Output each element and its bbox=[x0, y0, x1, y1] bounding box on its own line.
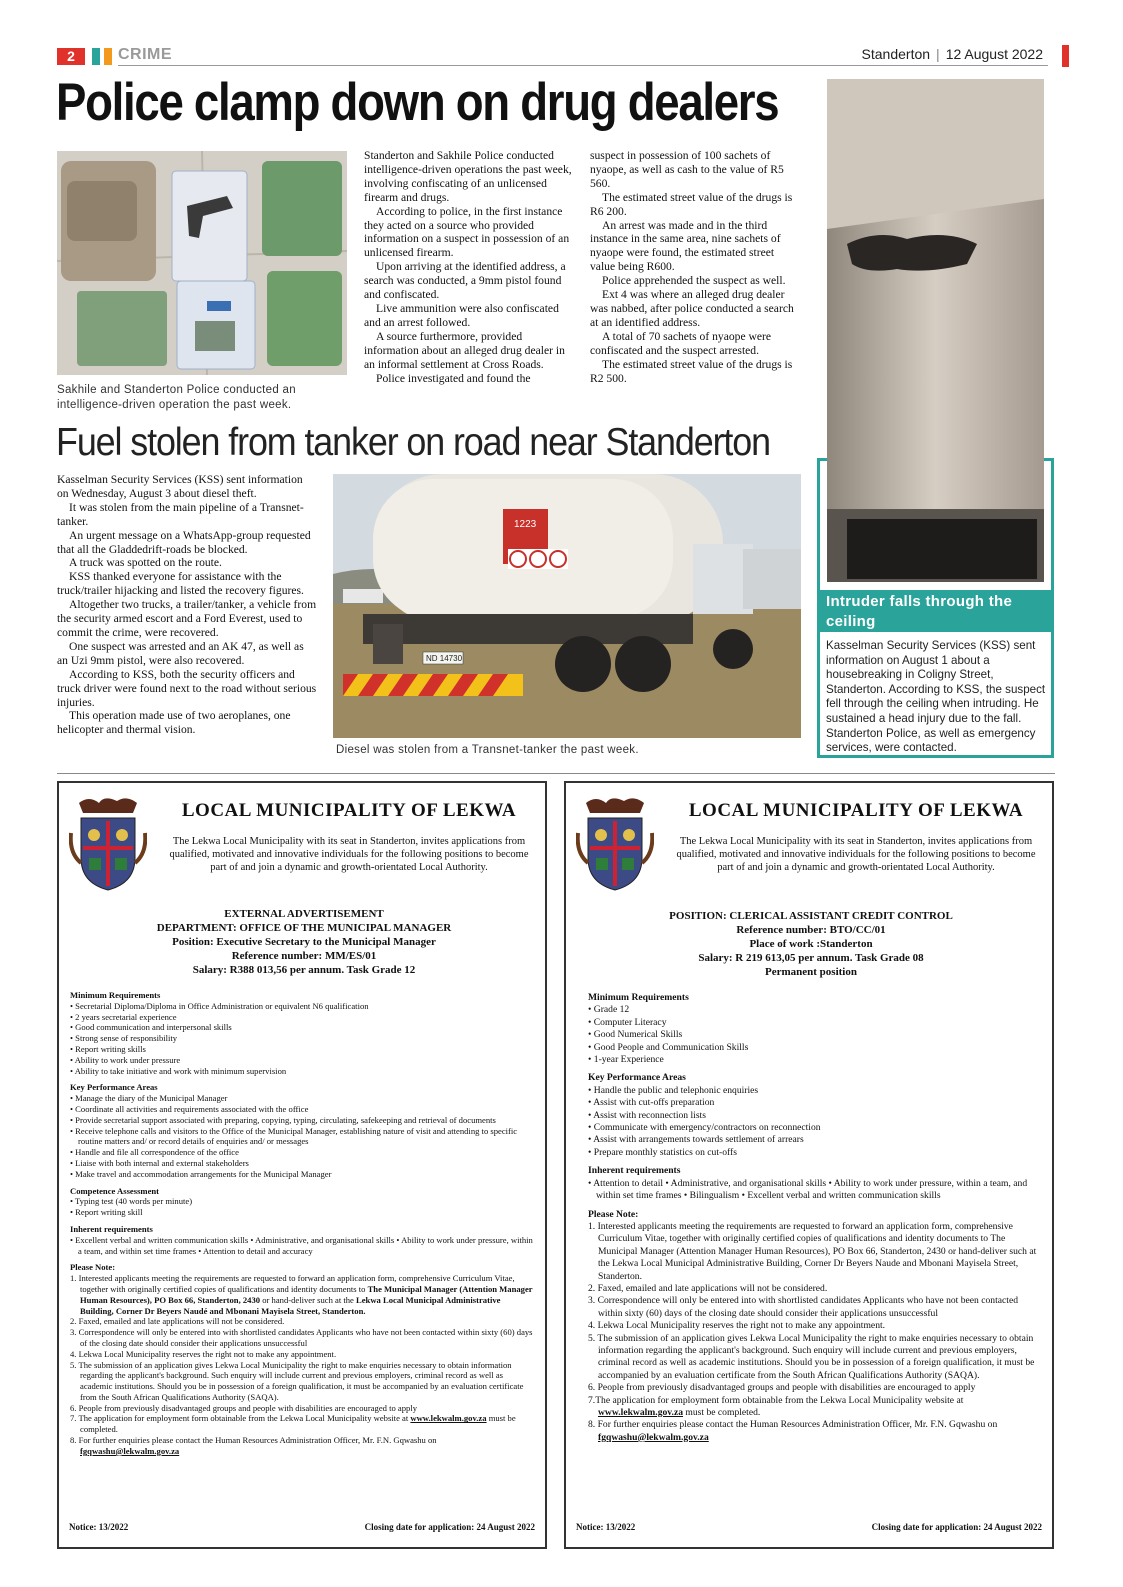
advert-position-block bbox=[576, 909, 1046, 979]
note-item: 3. Correspondence will only be entered into with shortlisted candidates Applicants who have not been contacted within sixty (60) days of the closing date should consider their applications unsuccessful bbox=[588, 1295, 1019, 1319]
closing-date: Closing date for application: 24 August 2022 bbox=[364, 1522, 535, 1532]
note-item: 1. Interested applicants meeting the requirements are requested to forward an application form, comprehensive Curriculum Vitae, together with originally certified copies of qualifications and identity documents to The Municipal Manager (Attention Manager Human Resources), PO Box 66, Standerton, 2430 or hand-deliver such at the Lekwa Local Municipal Administrative Building, Corner Dr Beyers Naude and Mbonani Mayisela Street, Standerton. bbox=[588, 1220, 1037, 1282]
story-paragraph: An arrest was made and in the third instance in the same area, nine sachets of nyaope were found, the estimated street value being R600. bbox=[590, 218, 781, 274]
requirement-item: • Ability to work under pressure bbox=[70, 1054, 181, 1065]
story-paragraph: One suspect was arrested and an AK 47, as well as an Uzi 9mm pistol, were also recovered. bbox=[57, 639, 304, 667]
requirement-item: • Computer Literacy bbox=[588, 1016, 667, 1028]
story-paragraph: Upon arriving at the identified address, a search was conducted, a 9mm pistol found and confiscated. bbox=[364, 260, 566, 302]
requirement-item: • Good Numerical Skills bbox=[588, 1029, 683, 1041]
notice-number: Notice: 13/2022 bbox=[69, 1522, 129, 1532]
header-accent-bar bbox=[104, 48, 112, 65]
story-paragraph: Ext 4 was where an alleged drug dealer was nabbed, after police conducted a search at an identified address. bbox=[590, 288, 794, 329]
page-number: 2 bbox=[57, 48, 85, 65]
note-item: 2. Faxed, emailed and late applications will not be considered. bbox=[588, 1282, 828, 1294]
kpa-item: • Handle and file all correspondence of the office bbox=[70, 1147, 239, 1158]
advert-heading-line: Salary: R388 013,56 per annum. Task Grade 12 bbox=[192, 964, 416, 976]
note-item: 6. People from previously disadvantaged groups and people with disabilities are encouraged to apply bbox=[588, 1382, 976, 1394]
kpa-item: • Liaise with both internal and external stakeholders bbox=[70, 1157, 249, 1168]
hazard-un-number: 1223 bbox=[514, 519, 537, 530]
advert-heading-line: DEPARTMENT: OFFICE OF THE MUNICIPAL MANAGER bbox=[156, 922, 452, 934]
advert-heading-line: Reference number: MM/ES/01 bbox=[231, 950, 377, 962]
drugs-photo bbox=[57, 151, 347, 375]
sidebar-title: Intruder falls through the ceiling bbox=[820, 590, 1051, 632]
story-paragraph: An urgent message on a WhatsApp-group requested that all the Gladdedrift-roads be blocked. bbox=[57, 528, 311, 556]
advert-body bbox=[588, 992, 1038, 1444]
story-paragraph: Kasselman Security Services (KSS) sent information on Wednesday, August 3 about diesel theft. bbox=[57, 473, 303, 500]
kpa-item: • Receive telephone calls and visitors to the Office of the Municipal Manager, establishing nature of visit and attending to specific routine matters and/ or record details of enquiries and/ or messages bbox=[70, 1125, 518, 1147]
email-link[interactable]: fgqwashu@lekwalm.gov.za bbox=[598, 1431, 709, 1443]
story-paragraph: Standerton and Sakhile Police conducted intelligence-driven operations the past week, involving confiscating of an unlicensed firearm and drugs. bbox=[364, 149, 572, 204]
story-paragraph: A total of 70 sachets of nyaope were confiscated and the suspect arrested. bbox=[590, 329, 772, 357]
advert-section-title: Please Note: bbox=[70, 1262, 116, 1273]
story-paragraph: Police apprehended the suspect as well. bbox=[602, 274, 786, 288]
note-item: 5. The submission of an application gives Lekwa Local Municipality the right to make enquiries necessary to obtain information regarding the applicant's background. Such enquiry will include current and previous employers, criminal record as well as academic institutions. Should you be in possession of a foreign qualification, it must be accompanied by an evaluation certificate from the South African Qualifications Authority (SAQA). bbox=[70, 1359, 524, 1402]
note-item: 6. People from previously disadvantaged groups and people with disabilities are encouraged to apply bbox=[70, 1402, 418, 1413]
advert-heading-line: Place of work :Standerton bbox=[749, 938, 873, 950]
advert-footer bbox=[69, 1522, 535, 1532]
crest-icon bbox=[576, 793, 654, 893]
drugs-photo-art bbox=[57, 151, 347, 375]
kpa-item: • Manage the diary of the Municipal Manager bbox=[70, 1093, 228, 1104]
inherent-item: • Excellent verbal and written communication skills • Administrative, and organisational skills • Ability to work under pressure, within a team, and within set time frames • Attention to detail and accuracy bbox=[70, 1234, 533, 1256]
story-paragraph: According to KSS, both the security officers and truck driver were found next to the road without serious injuries. bbox=[57, 667, 317, 709]
note-item: 7. The application for employment form obtainable from the Lekwa Local Municipality website at www.lekwalm.gov.za must be completed. bbox=[70, 1413, 516, 1435]
kpa-item: • Provide secretarial support associated with preparing, copying, typing, circulating, safekeeping and retrieval of documents bbox=[70, 1114, 496, 1125]
advert-title: LOCAL MUNICIPALITY OF LEKWA bbox=[181, 800, 517, 821]
crest-icon bbox=[69, 793, 147, 893]
requirement-item: • Good communication and interpersonal skills bbox=[70, 1022, 232, 1033]
requirement-item: • 2 years secretarial experience bbox=[70, 1011, 177, 1022]
note-item: 8. For further enquiries please contact the Human Resources Administration Officer, Mr. F.N. Gqwashu on fgqwashu@lekwalm.gov.za bbox=[588, 1419, 998, 1443]
kpa-item: • Assist with reconnection lists bbox=[588, 1109, 706, 1121]
advert-heading-line: Permanent position bbox=[765, 966, 857, 978]
advert-heading-line: EXTERNAL ADVERTISEMENT bbox=[224, 908, 384, 920]
advert-section-title: Key Performance Areas bbox=[588, 1072, 686, 1084]
advert-intro: The Lekwa Local Municipality with its seat in Standerton, invites applications from qualified, motivated and innovative individuals for the following positions to become part of and join a dynamic and growth-orientated Local Authority. bbox=[169, 836, 529, 873]
website-link[interactable]: www.lekwalm.gov.za bbox=[598, 1407, 684, 1418]
story-paragraph: Police investigated and found the bbox=[376, 371, 531, 385]
closing-date: Closing date for application: 24 August 2022 bbox=[871, 1522, 1042, 1532]
kpa-item: • Prepare monthly statistics on cut-offs bbox=[588, 1146, 737, 1158]
header-dateline bbox=[862, 46, 1043, 62]
ceiling-photo-art bbox=[827, 79, 1044, 582]
requirement-item: • Ability to take initiative and work with minimum supervision bbox=[70, 1065, 287, 1076]
kpa-item: • Assist with cut-offs preparation bbox=[588, 1097, 715, 1109]
requirement-item: • 1-year Experience bbox=[588, 1054, 664, 1066]
story-headline: Police clamp down on drug dealers bbox=[56, 73, 779, 132]
note-item: 1. Interested applicants meeting the requirements are requested to forward an application form, comprehensive Curriculum Vitae, together with originally certified copies of qualifications and identity documents to The Municipal Manager (Attention Manager Human Resources), PO Box 66, Standerton, 2430 or hand-deliver such at the Lekwa Local Municipal Administrative Building, Corner Dr Beyers Naudé and Mbonani Mayisela Street, Standerton. bbox=[70, 1273, 533, 1316]
requirement-item: • Secretarial Diploma/Diploma in Office Administration or equivalent N6 qualification bbox=[70, 1000, 369, 1011]
requirement-item: • Grade 12 bbox=[588, 1004, 630, 1016]
job-advert bbox=[57, 781, 547, 1549]
story-column bbox=[57, 473, 317, 737]
photo-caption: Sakhile and Standerton Police conducted an intelligence-driven operation the past week. bbox=[57, 384, 296, 411]
requirement-item: • Good People and Communication Skills bbox=[588, 1041, 749, 1053]
kpa-item: • Coordinate all activities and requirements associated with the office bbox=[70, 1103, 309, 1114]
story-paragraph: A truck was spotted on the route. bbox=[69, 556, 222, 570]
note-item: 3. Correspondence will only be entered into with shortlisted candidates Applicants who have not been contacted within sixty (60) days of the closing date should consider their applications unsuccessful bbox=[70, 1327, 533, 1348]
advert-section-title: Competence Assessment bbox=[70, 1185, 160, 1196]
advert-heading-line: Reference number: BTO/CC/01 bbox=[736, 924, 886, 936]
advert-position-block bbox=[69, 907, 539, 977]
job-advert bbox=[564, 781, 1054, 1549]
note-item: 4. Lekwa Local Municipality reserves the right not to make any appointment. bbox=[588, 1320, 886, 1332]
note-item: 7.The application for employment form obtainable from the Lekwa Local Municipality website at www.lekwalm.gov.za must be completed. bbox=[588, 1394, 964, 1418]
header-accent-bar bbox=[92, 48, 100, 65]
ceiling-photo bbox=[827, 79, 1044, 582]
issue-date: 12 August 2022 bbox=[945, 46, 1043, 62]
story-paragraph: KSS thanked everyone for assistance with the truck/trailer hijacking and listed the recovery figures. bbox=[57, 570, 304, 598]
advert-section-title: Minimum Requirements bbox=[588, 992, 689, 1003]
separator: | bbox=[936, 46, 940, 62]
advert-heading-line: POSITION: CLERICAL ASSISTANT CREDIT CONTROL bbox=[669, 910, 953, 922]
photo-caption: Diesel was stolen from a Transnet-tanker the past week. bbox=[336, 744, 639, 756]
story-paragraph: suspect in possession of 100 sachets of nyaope, as well as cash to the value of R5 560. bbox=[590, 149, 784, 190]
requirement-item: • Report writing skills bbox=[70, 1043, 146, 1054]
story-column bbox=[590, 149, 798, 385]
story-paragraph: It was stolen from the main pipeline of a Transnet-tanker. bbox=[57, 500, 304, 528]
advert-title: LOCAL MUNICIPALITY OF LEKWA bbox=[688, 800, 1024, 821]
kpa-item: • Communicate with emergency/contractors on reconnection bbox=[588, 1122, 821, 1134]
email-link[interactable]: fgqwashu@lekwalm.gov.za bbox=[80, 1445, 180, 1456]
advert-body bbox=[70, 990, 536, 1457]
advert-section-title: Inherent requirements bbox=[70, 1223, 153, 1234]
story-paragraph: A source furthermore, provided information about an alleged drug dealer in an informal settlement at Cross Roads. bbox=[364, 329, 565, 371]
inherent-item: • Attention to detail • Administrative, and organisational skills • Ability to work under pressure, within a team, and within set time frames • Bilingualism • Excellent verbal and written communication skills bbox=[588, 1177, 1028, 1202]
advert-section-title: Inherent requirements bbox=[588, 1165, 681, 1177]
kpa-item: • Handle the public and telephonic enquiries bbox=[588, 1084, 759, 1096]
tanker-photo-art bbox=[333, 474, 801, 738]
tanker-photo bbox=[333, 474, 801, 738]
notice-number: Notice: 13/2022 bbox=[576, 1522, 636, 1532]
story-paragraph: Live ammunition were also confiscated and an arrest followed. bbox=[364, 301, 559, 329]
advert-section-title: Please Note: bbox=[588, 1208, 639, 1220]
number-plate: ND 14730 bbox=[426, 654, 463, 663]
sidebar-text: Kasselman Security Services (KSS) sent information on August 1 about a housebreaking in Coligny Street, Standerton. According to KSS, the suspect fell through the ceiling when intruding. He sustained a head injury due to the fall. Standerton Police, as well as emergency services, were contacted. bbox=[826, 639, 1046, 755]
header-rule bbox=[118, 65, 1048, 66]
section-divider bbox=[57, 773, 1055, 774]
website-link[interactable]: www.lekwalm.gov.za bbox=[410, 1413, 487, 1424]
note-item: 5. The submission of an application gives Lekwa Local Municipality the right to make enquiries necessary to obtain information regarding the applicant's background. Such enquiry will include current and previous employers, criminal record as well as academic institutions. Should you be in possession of a foreign qualification, it must be accompanied by an evaluation certificate from the South African Qualifications Authority (SAQA). bbox=[588, 1332, 1035, 1381]
kpa-item: • Assist with arrangements towards settlement of arrears bbox=[588, 1134, 804, 1146]
advert-section-title: Key Performance Areas bbox=[70, 1082, 158, 1093]
advert-footer bbox=[576, 1522, 1042, 1532]
competence-item: • Report writing skill bbox=[70, 1207, 143, 1218]
advert-heading-line: Position: Executive Secretary to the Municipal Manager bbox=[172, 936, 436, 948]
story-paragraph: According to police, in the first instance they acted on a source who provided information on a suspect in possession of an unlicensed firearm. bbox=[364, 204, 570, 260]
story-paragraph: The estimated street value of the drugs is R6 200. bbox=[590, 190, 793, 218]
note-item: 8. For further enquiries please contact the Human Resources Administration Officer, Mr. F.N. Gqwashu on fgqwashu@lekwalm.gov.za bbox=[70, 1435, 437, 1456]
story-headline: Fuel stolen from tanker on road near Standerton bbox=[56, 421, 771, 464]
town-name: Standerton bbox=[861, 46, 931, 62]
advert-section-title: Minimum Requirements bbox=[70, 990, 161, 1000]
note-item: 4. Lekwa Local Municipality reserves the right not to make any appointment. bbox=[70, 1348, 337, 1359]
story-paragraph: Altogether two trucks, a trailer/tanker, a vehicle from the security armed escort and a Ford Everest, used to commit the crime, were recovered. bbox=[57, 598, 317, 639]
advert-heading-line: Salary: R 219 613,05 per annum. Task Grade 08 bbox=[698, 952, 924, 964]
story-paragraph: The estimated street value of the drugs is R2 500. bbox=[590, 357, 793, 385]
note-item: 2. Faxed, emailed and late applications will not be considered. bbox=[70, 1316, 285, 1327]
competence-item: • Typing test (40 words per minute) bbox=[70, 1196, 193, 1207]
header-accent-bar bbox=[1062, 45, 1069, 67]
kpa-item: • Make travel and accommodation arrangements for the Municipal Manager bbox=[70, 1168, 332, 1179]
story-paragraph: This operation made use of two aeroplanes, one helicopter and thermal vision. bbox=[57, 709, 291, 737]
requirement-item: • Strong sense of responsibility bbox=[70, 1033, 178, 1044]
story-column bbox=[364, 149, 576, 385]
section-label: CRIME bbox=[118, 46, 173, 63]
advert-intro: The Lekwa Local Municipality with its seat in Standerton, invites applications from qualified, motivated and innovative individuals for the following positions to become part of and join a dynamic and growth-orientated Local Authority. bbox=[676, 836, 1036, 873]
